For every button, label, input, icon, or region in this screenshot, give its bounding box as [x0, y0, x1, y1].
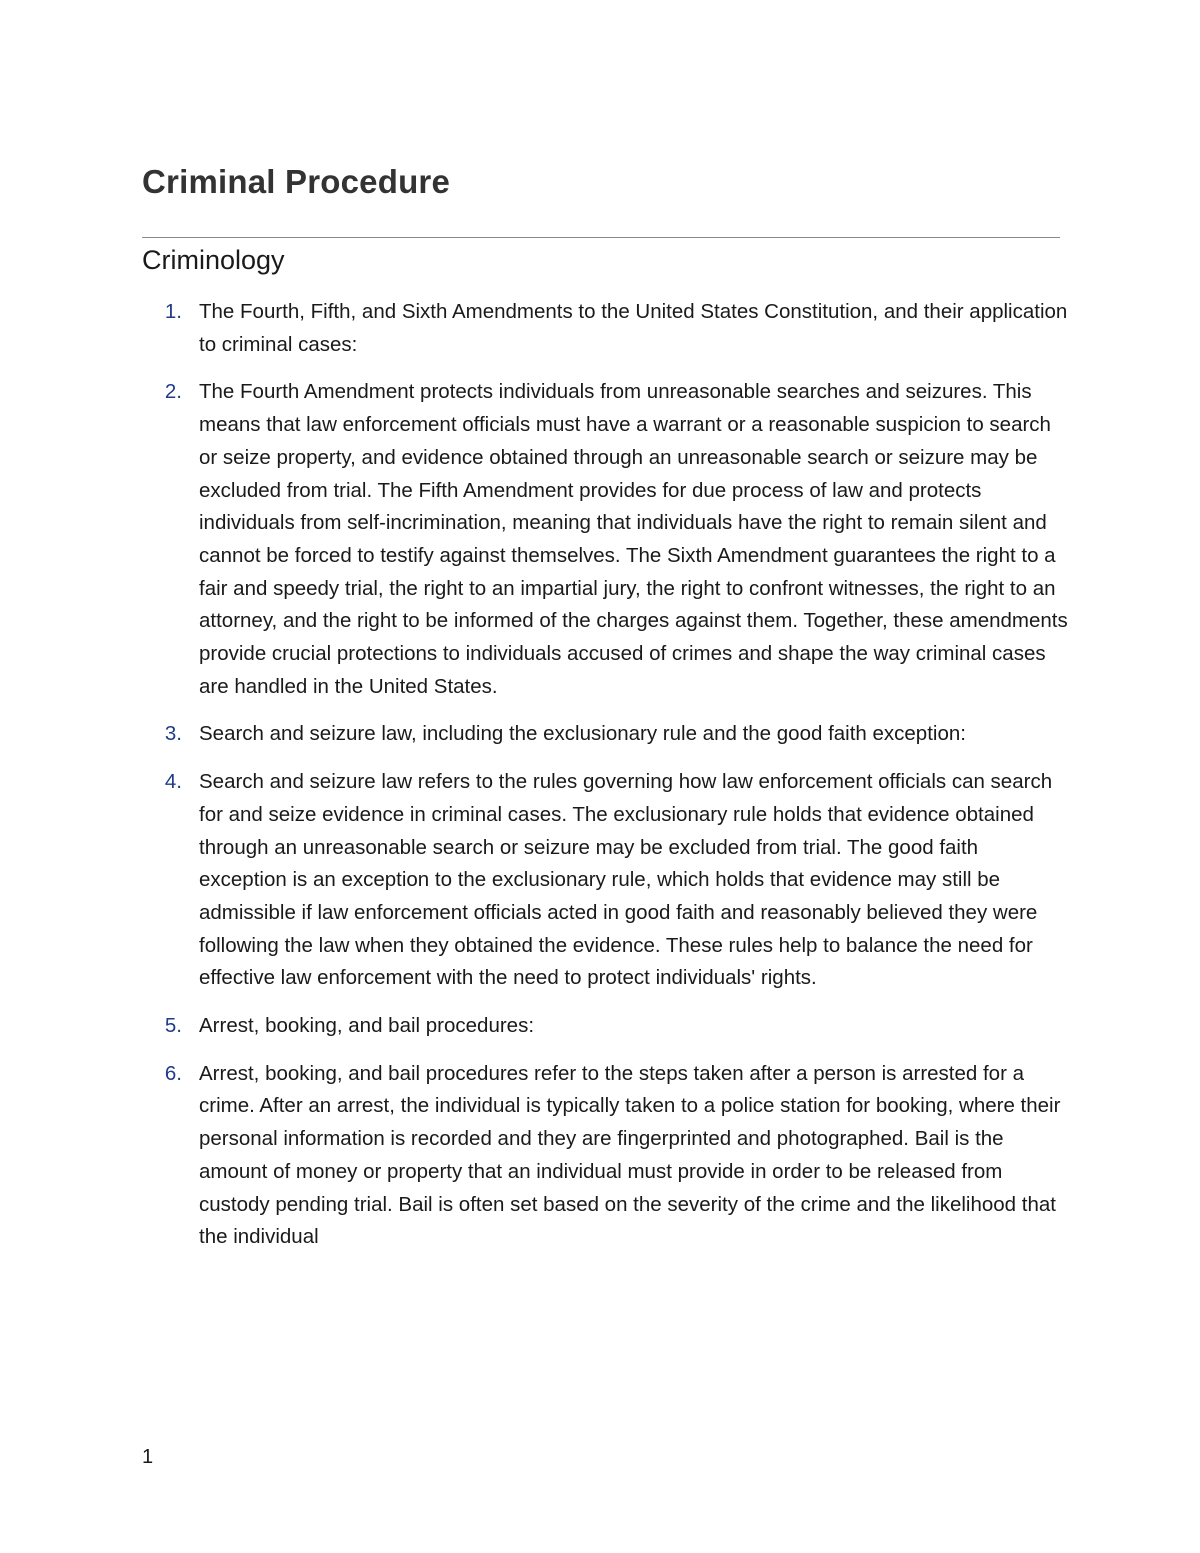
list-item-text: Search and seizure law, including the exclusionary rule and the good faith exception: [199, 722, 966, 746]
list-item [0, 718, 1200, 751]
section-heading: Criminology [142, 245, 285, 275]
list-item-text: Search and seizure law refers to the rules governing how law enforcement officials can search for and seize evidence in criminal cases. The exclusionary rule holds that evidence obtained through an unreasonable search or seizure may be excluded from trial. The good faith exception is an exception to the exclusionary rule, which holds that evidence may still be admissible if law enforcement officials acted in good faith and reasonably believed they were following the law when they obtained the evidence. These rules help to balance the need for effective law enforcement with the need to protect individuals' rights. [199, 770, 1053, 990]
list-item-number: 1. [164, 300, 182, 323]
list-item [0, 296, 1200, 361]
list-item-number: 4. [164, 770, 182, 794]
list-item-text: Arrest, booking, and bail procedures: [199, 1014, 535, 1038]
list-item-text: The Fourth, Fifth, and Sixth Amendments to the United States Constitution, and their application to criminal cases: [199, 300, 1068, 356]
list-item [0, 1058, 1200, 1254]
list-item-number: 3. [164, 722, 182, 746]
title-divider [142, 237, 1060, 238]
list-item-number: 2. [164, 380, 182, 404]
numbered-list [0, 296, 1200, 1269]
page-number: 1 [142, 1446, 154, 1468]
list-item [0, 1010, 1200, 1043]
list-item-number: 6. [164, 1061, 182, 1085]
list-item-text: Arrest, booking, and bail procedures refer to the steps taken after a person is arrested for a crime. After an arrest, the individual is typically taken to a police station for booking, where their personal information is recorded and they are fingerprinted and photographed. Bail is the amount of money or property that an individual must provide in order to be released from custody pending trial. Bail is often set based on the severity of the crime and the likelihood that the individual [199, 1061, 1061, 1249]
list-item [0, 376, 1200, 703]
list-item-number: 5. [164, 1014, 182, 1038]
list-item-text: The Fourth Amendment protects individuals from unreasonable searches and seizures. This means that law enforcement officials must have a warrant or a reasonable suspicion to search or seize property, and evidence obtained through an unreasonable search or seizure may be excluded from trial. The Fifth Amendment provides for due process of law and protects individuals from self-incrimination, meaning that individuals have the right to remain silent and cannot be forced to testify against themselves. The Sixth Amendment guarantees the right to a fair and speedy trial, the right to an impartial jury, the right to confront witnesses, the right to an attorney, and the right to be informed of the charges against them. Together, these amendments provide crucial protections to individuals accused of crimes and shape the way criminal cases are handled in the United States. [199, 380, 1068, 698]
list-item [0, 766, 1200, 995]
page-title: Criminal Procedure [142, 163, 451, 200]
